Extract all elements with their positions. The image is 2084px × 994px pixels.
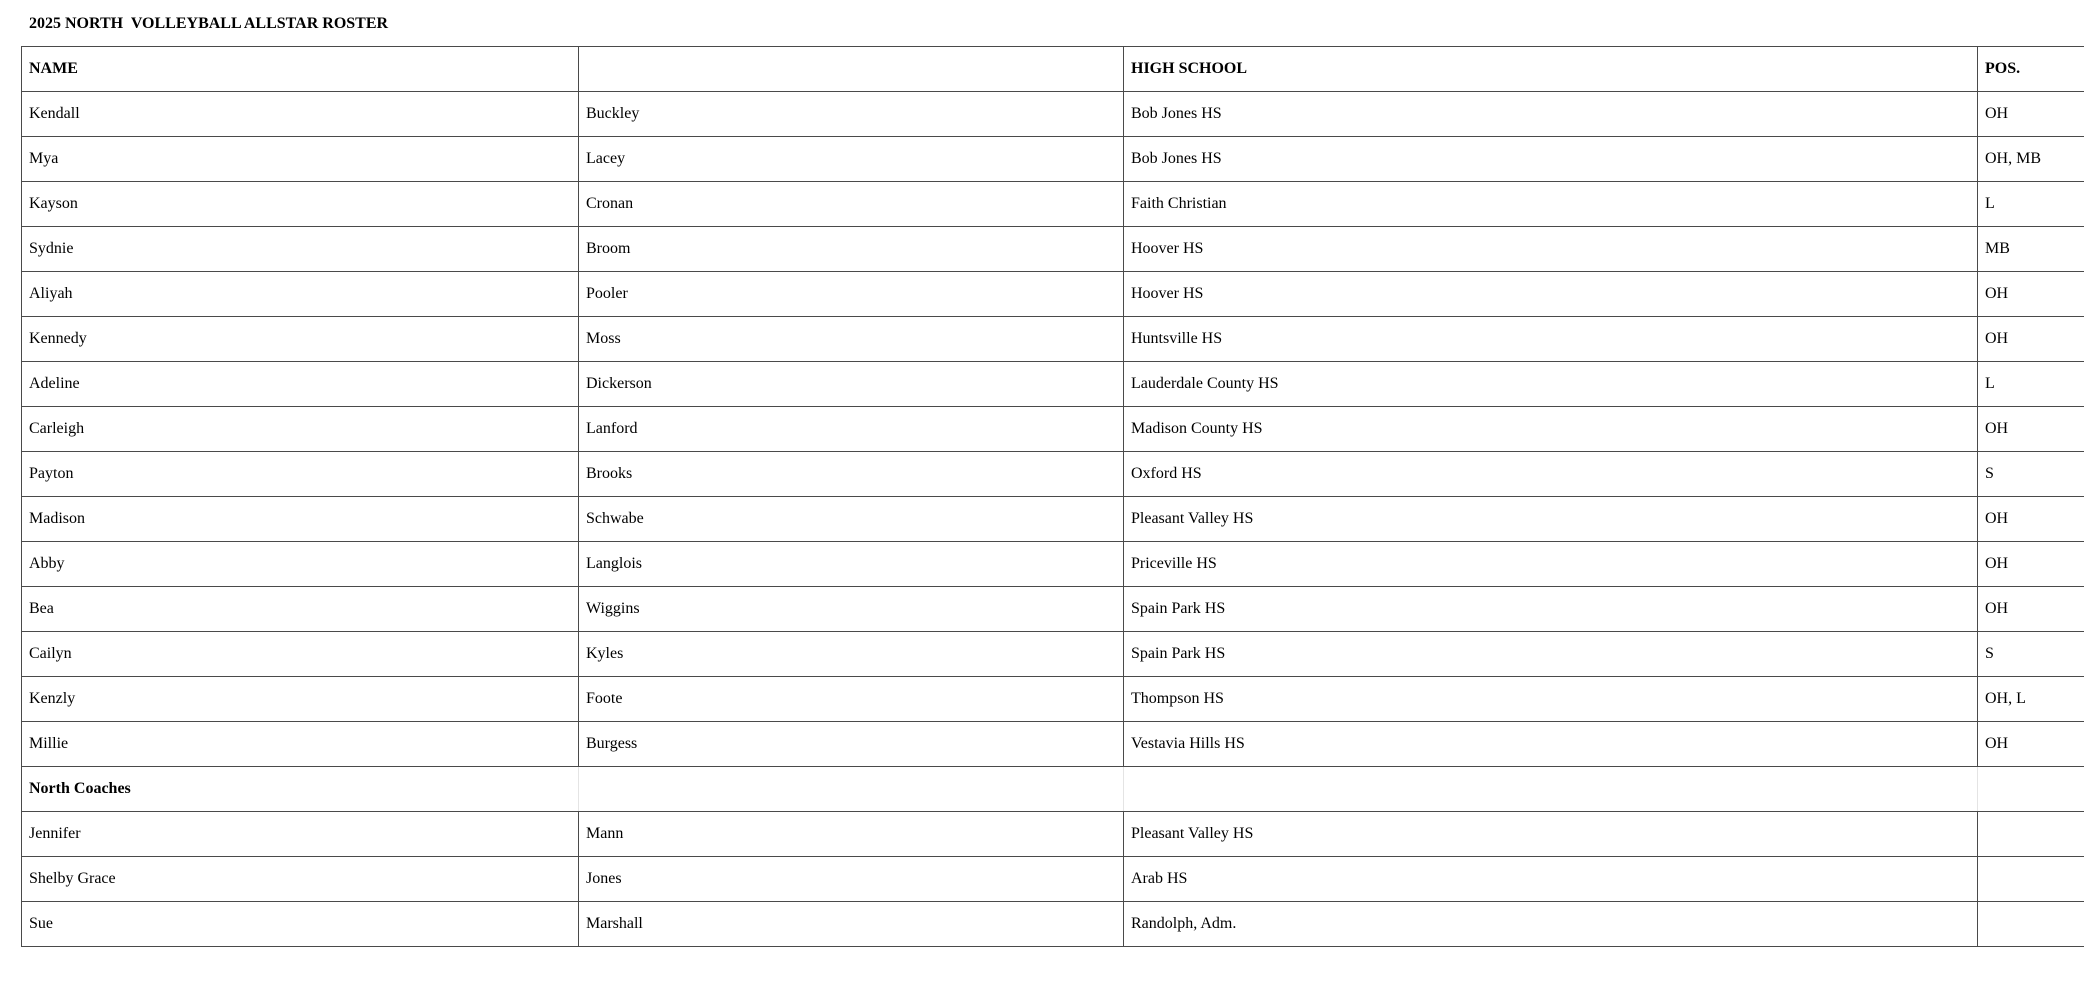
- school-cell: Lauderdale County HS: [1124, 362, 1978, 407]
- position-cell: L: [1978, 362, 2084, 407]
- school-cell: Randolph, Adm.: [1124, 902, 1978, 947]
- player-row: [22, 362, 2084, 407]
- player-row: [22, 587, 2084, 632]
- first-name-cell: Madison: [22, 497, 579, 542]
- empty-cell: [579, 767, 1124, 812]
- position-cell: L: [1978, 182, 2084, 227]
- first-name-cell: Kendall: [22, 92, 579, 137]
- school-cell: Hoover HS: [1124, 227, 1978, 272]
- first-name-cell: Kayson: [22, 182, 579, 227]
- first-name-cell: Sue: [22, 902, 579, 947]
- first-name-cell: Adeline: [22, 362, 579, 407]
- last-name-cell: Brooks: [579, 452, 1124, 497]
- first-name-cell: Sydnie: [22, 227, 579, 272]
- last-name-cell: Jones: [579, 857, 1124, 902]
- school-cell: Priceville HS: [1124, 542, 1978, 587]
- position-cell: [1978, 902, 2084, 947]
- first-name-cell: Kennedy: [22, 317, 579, 362]
- player-row: [22, 677, 2084, 722]
- position-cell: OH, L: [1978, 677, 2084, 722]
- header-high-school: HIGH SCHOOL: [1124, 47, 1978, 92]
- school-cell: Arab HS: [1124, 857, 1978, 902]
- first-name-cell: Millie: [22, 722, 579, 767]
- position-cell: [1978, 812, 2084, 857]
- last-name-cell: Dickerson: [579, 362, 1124, 407]
- school-cell: Hoover HS: [1124, 272, 1978, 317]
- first-name-cell: Cailyn: [22, 632, 579, 677]
- first-name-cell: Kenzly: [22, 677, 579, 722]
- last-name-cell: Pooler: [579, 272, 1124, 317]
- position-cell: OH: [1978, 407, 2084, 452]
- position-cell: OH: [1978, 542, 2084, 587]
- last-name-cell: Langlois: [579, 542, 1124, 587]
- school-cell: Bob Jones HS: [1124, 92, 1978, 137]
- player-row: [22, 542, 2084, 587]
- last-name-cell: Lanford: [579, 407, 1124, 452]
- player-row: [22, 497, 2084, 542]
- last-name-cell: Moss: [579, 317, 1124, 362]
- header-position: POS.: [1978, 47, 2084, 92]
- player-row: [22, 317, 2084, 362]
- player-row: [22, 632, 2084, 677]
- last-name-cell: Lacey: [579, 137, 1124, 182]
- school-cell: Madison County HS: [1124, 407, 1978, 452]
- last-name-cell: Wiggins: [579, 587, 1124, 632]
- position-cell: [1978, 857, 2084, 902]
- last-name-cell: Buckley: [579, 92, 1124, 137]
- empty-cell: [1978, 767, 2084, 812]
- position-cell: S: [1978, 452, 2084, 497]
- coaches-heading: North Coaches: [22, 767, 579, 812]
- last-name-cell: Burgess: [579, 722, 1124, 767]
- position-cell: S: [1978, 632, 2084, 677]
- first-name-cell: Payton: [22, 452, 579, 497]
- roster-title: 2025 NORTH VOLLEYBALL ALLSTAR ROSTER: [29, 15, 389, 32]
- school-cell: Huntsville HS: [1124, 317, 1978, 362]
- player-row: [22, 407, 2084, 452]
- last-name-cell: Mann: [579, 812, 1124, 857]
- position-cell: OH, MB: [1978, 137, 2084, 182]
- first-name-cell: Carleigh: [22, 407, 579, 452]
- table-header-row: [22, 47, 2084, 92]
- school-cell: Thompson HS: [1124, 677, 1978, 722]
- last-name-cell: Cronan: [579, 182, 1124, 227]
- school-cell: Spain Park HS: [1124, 587, 1978, 632]
- last-name-cell: Broom: [579, 227, 1124, 272]
- roster-table: [21, 46, 2084, 947]
- player-row: [22, 722, 2084, 767]
- player-row: [22, 227, 2084, 272]
- coach-row: [22, 902, 2084, 947]
- first-name-cell: Mya: [22, 137, 579, 182]
- coach-row: [22, 812, 2084, 857]
- last-name-cell: Marshall: [579, 902, 1124, 947]
- last-name-cell: Schwabe: [579, 497, 1124, 542]
- position-cell: OH: [1978, 587, 2084, 632]
- player-row: [22, 272, 2084, 317]
- first-name-cell: Aliyah: [22, 272, 579, 317]
- header-last-name: [579, 47, 1124, 92]
- last-name-cell: Kyles: [579, 632, 1124, 677]
- school-cell: Pleasant Valley HS: [1124, 497, 1978, 542]
- player-row: [22, 182, 2084, 227]
- position-cell: MB: [1978, 227, 2084, 272]
- position-cell: OH: [1978, 722, 2084, 767]
- first-name-cell: Shelby Grace: [22, 857, 579, 902]
- first-name-cell: Jennifer: [22, 812, 579, 857]
- coach-row: [22, 857, 2084, 902]
- player-row: [22, 452, 2084, 497]
- position-cell: OH: [1978, 92, 2084, 137]
- header-name: NAME: [22, 47, 579, 92]
- player-row: [22, 92, 2084, 137]
- position-cell: OH: [1978, 497, 2084, 542]
- school-cell: Spain Park HS: [1124, 632, 1978, 677]
- school-cell: Faith Christian: [1124, 182, 1978, 227]
- school-cell: Oxford HS: [1124, 452, 1978, 497]
- empty-cell: [1124, 767, 1978, 812]
- school-cell: Bob Jones HS: [1124, 137, 1978, 182]
- player-row: [22, 137, 2084, 182]
- first-name-cell: Abby: [22, 542, 579, 587]
- last-name-cell: Foote: [579, 677, 1124, 722]
- coaches-section-row: [22, 767, 2084, 812]
- position-cell: OH: [1978, 272, 2084, 317]
- school-cell: Pleasant Valley HS: [1124, 812, 1978, 857]
- position-cell: OH: [1978, 317, 2084, 362]
- school-cell: Vestavia Hills HS: [1124, 722, 1978, 767]
- first-name-cell: Bea: [22, 587, 579, 632]
